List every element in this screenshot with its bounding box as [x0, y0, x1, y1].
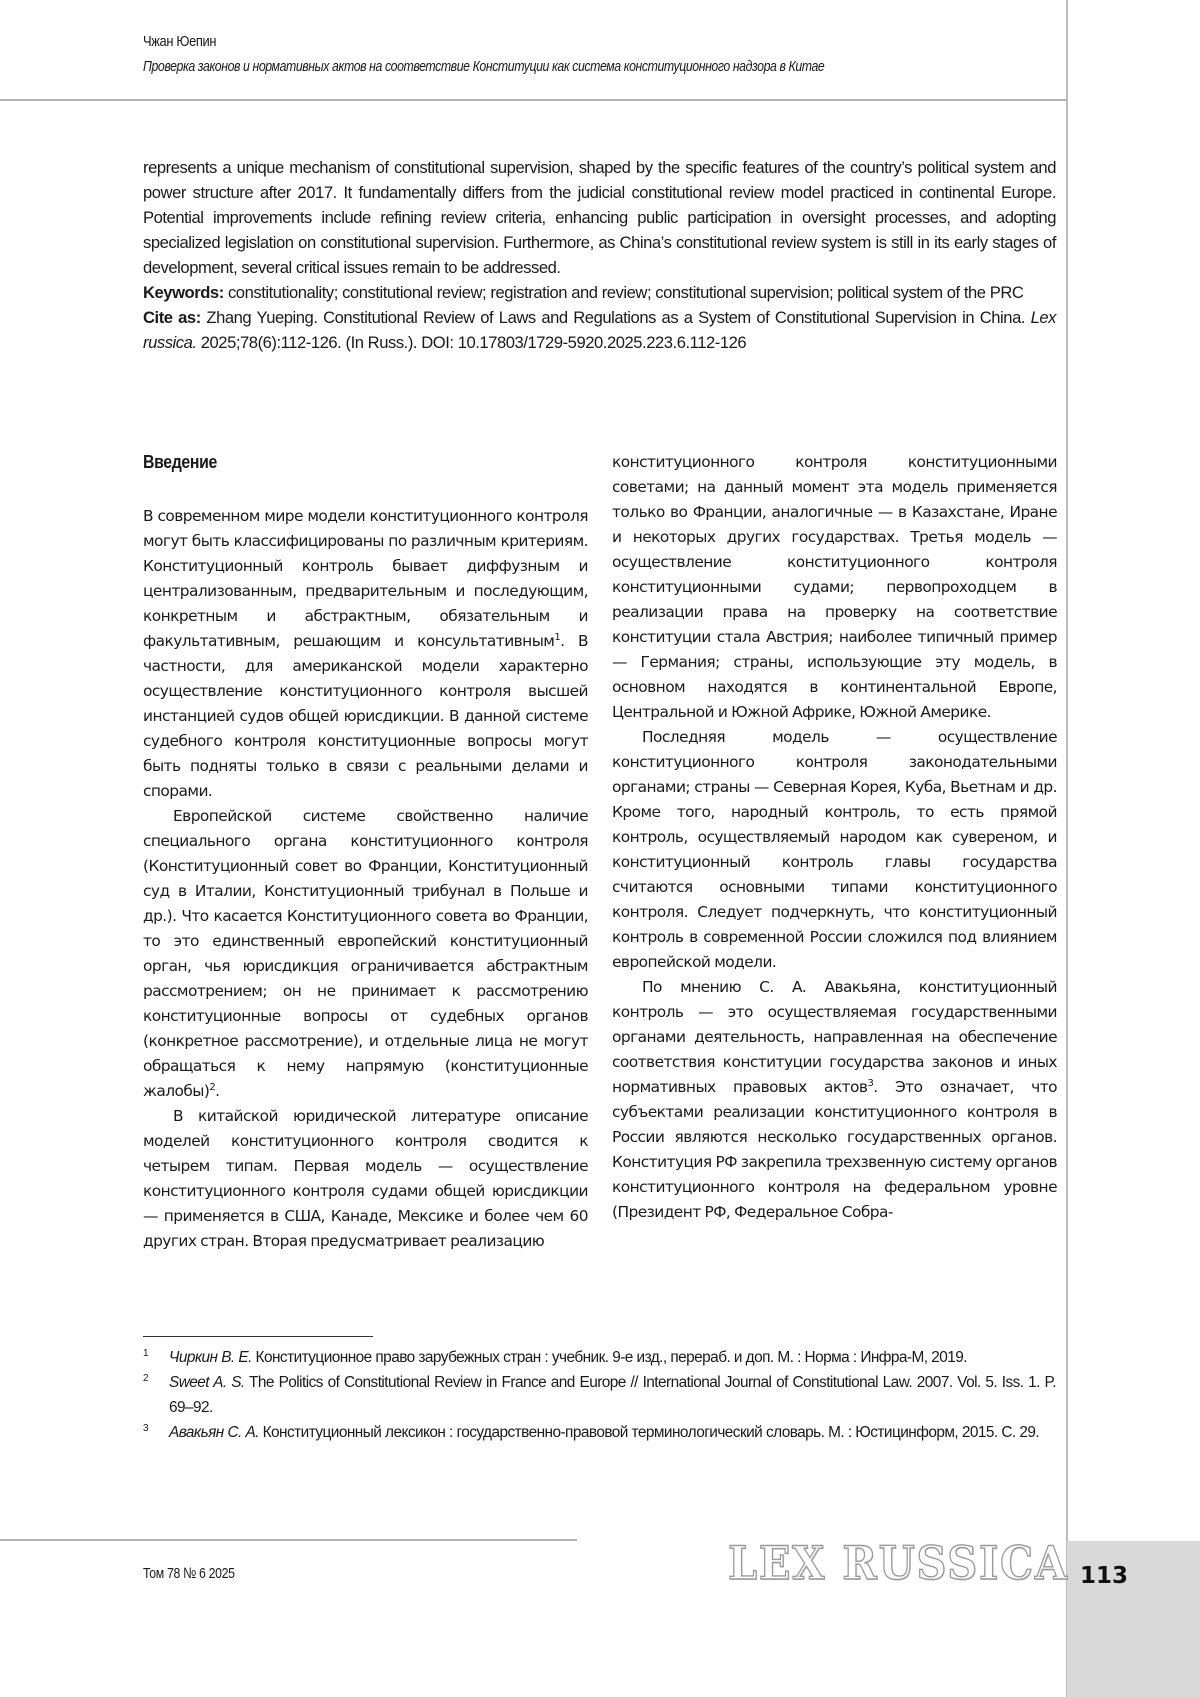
right-column	[612, 450, 1057, 1225]
footnote-item	[143, 1345, 1056, 1370]
cite-details: 2025;78(6):112-126. (In Russ.). DOI: 10.17803/1729-5920.2025.223.6.112-126	[196, 333, 747, 352]
paragraph: Последняя модель — осуществление конституционного контроля законодательными органами; страны — Северная Корея, Куба, Вьетнам и др. Кроме того, народный контроль, то есть прямой контроль, осуществляемый народом как сувереном, и конституционный контроль главы государства считаются основными типами конституционного контроля. Следует подчеркнуть, что конституционный контроль в современной России сложился под влиянием европейской модели.	[612, 728, 1057, 971]
paragraph: В китайской юридической литературе описание моделей конституционного контроля сводится к четырем типам. Первая модель — осуществление конституционного контроля судами общей юрисдикции — применяется в США, Канаде, Мексике и более чем 60 других стран. Вторая предусматривает реализацию	[143, 1107, 588, 1250]
keywords-label: Keywords:	[143, 283, 224, 302]
paragraph: конституционного контроля конституционными советами; на данный момент эта модель применяется только во Франции, аналогичные — в Казахстане, Иране и некоторых других государствах. Третья модель — осуществление конституционного контроля конституционными судами; первопроходцем в реализации права на проверку на соответствие конституции стала Австрия; наиболее типичный пример — Германия; страны, использующие эту модель, в основном находятся в континентальной Европе, Центральной и Южной Африке, Южной Америке.	[612, 453, 1057, 721]
keywords-text: constitutionality; constitutional review; registration and review; constitutional supervision; political system of the PRC	[223, 283, 1024, 302]
footnote-divider	[143, 1336, 373, 1337]
page-number: 113	[1080, 1563, 1129, 1589]
footnote-item	[143, 1420, 1056, 1445]
footnote-author: Авакьян С. А.	[169, 1424, 259, 1441]
footnote-number: 2	[143, 1373, 149, 1384]
citation	[143, 305, 1056, 355]
footnote-ref[interactable]: 3	[867, 1077, 874, 1089]
journal-logo: LEX RUSSICA	[728, 1536, 1069, 1590]
footnote-text: Конституционный лексикон : государственно-правовой терминологический словарь. М. : Юстицинформ, 2015. С. 29.	[258, 1424, 1040, 1441]
cite-label: Cite as:	[143, 308, 201, 327]
footnote-ref[interactable]: 2	[209, 1081, 216, 1093]
footnotes	[143, 1345, 1056, 1445]
footnote-author: Чиркин В. Е.	[169, 1349, 252, 1366]
cite-journal: Lex russica.	[143, 308, 1057, 352]
cite-text: Zhang Yueping. Constitutional Review of Laws and Regulations as a System of Constitutional Supervision in China.	[200, 308, 1031, 327]
footnote-number: 1	[143, 1348, 149, 1359]
section-heading: Введение	[143, 452, 217, 472]
footnote-author: Sweet A. S.	[169, 1374, 245, 1391]
paragraph: В современном мире модели конституционного контроля могут быть классифицированы по различным критериям. Конституционный контроль бывает диффузным и централизованным, предварительным и последующим, конкретным и абстрактным, обязательным и факультативным, решающим и консультативным$^1$. В частности, для американской модели характерно осуществление конституционного контроля высшей инстанцией судов общей юрисдикции. В данной системе судебного контроля конституционные вопросы могут быть подняты только в связи с реальными делами и спорами.	[143, 507, 588, 800]
footnote-number: 3	[143, 1423, 149, 1434]
footnote-item	[143, 1370, 1056, 1420]
running-header-author: Чжан Юепин	[143, 33, 217, 50]
running-header-title: Проверка законов и нормативных актов на соответствие Конституции как система конституционного надзора в Китае	[143, 58, 825, 75]
footnote-text: Конституционное право зарубежных стран : учебник. 9-е изд., перераб. и доп. М. : Норма : Инфра-М, 2019.	[251, 1349, 967, 1366]
paragraph: По мнению С. А. Авакьяна, конституционный контроль — это осуществляемая государственными органами деятельность, направленная на обеспечение соответствия конституции государства законов и иных нормативных правовых актов$^3$. Это означает, что субъектами реализации конституционного контроля в России являются несколько государственных органов. Конституция РФ закрепила трехзвенную систему органов конституционного контроля на федеральном уровне (Президент РФ, Федеральное Собра-	[612, 978, 1057, 1221]
keywords	[143, 280, 1056, 305]
footer-divider	[0, 1539, 577, 1541]
abstract-block	[143, 155, 1056, 355]
right-margin-rule	[1066, 0, 1068, 1697]
left-column	[143, 504, 588, 1254]
paragraph: Европейской системе свойственно наличие специального органа конституционного контроля (Конституционный совет во Франции, Конституционный суд в Италии, Конституционный трибунал в Польше и др.). Что касается Конституционного совета во Франции, то это единственный европейский конституционный орган, чья юрисдикция ограничивается абстрактным рассмотрением; он не принимает к рассмотрению конституционные вопросы от судебных органов (конкретное рассмотрение), и отдельные лица не могут обращаться к нему напрямую (конституционные жалобы)$^2$.	[143, 807, 588, 1100]
footnote-ref[interactable]: 1	[554, 631, 561, 643]
header-divider	[0, 99, 1067, 101]
footnote-text: The Politics of Constitutional Review in France and Europe // International Journal of Constitutional Law. 2007. Vol. 5. Iss. 1. P. 69–92.	[169, 1374, 1056, 1416]
abstract-text: represents a unique mechanism of constitutional supervision, shaped by the specific features of the country’s political system and power structure after 2017. It fundamentally differs from the judicial constitutional review model practiced in continental Europe. Potential improvements include refining review criteria, enhancing public participation in oversight processes, and adopting specialized legislation on constitutional supervision. Furthermore, as China’s constitutional review system is still in its early stages of development, several critical issues remain to be addressed.	[143, 158, 1056, 277]
issue-info: Том 78 № 6 2025	[143, 1565, 235, 1582]
